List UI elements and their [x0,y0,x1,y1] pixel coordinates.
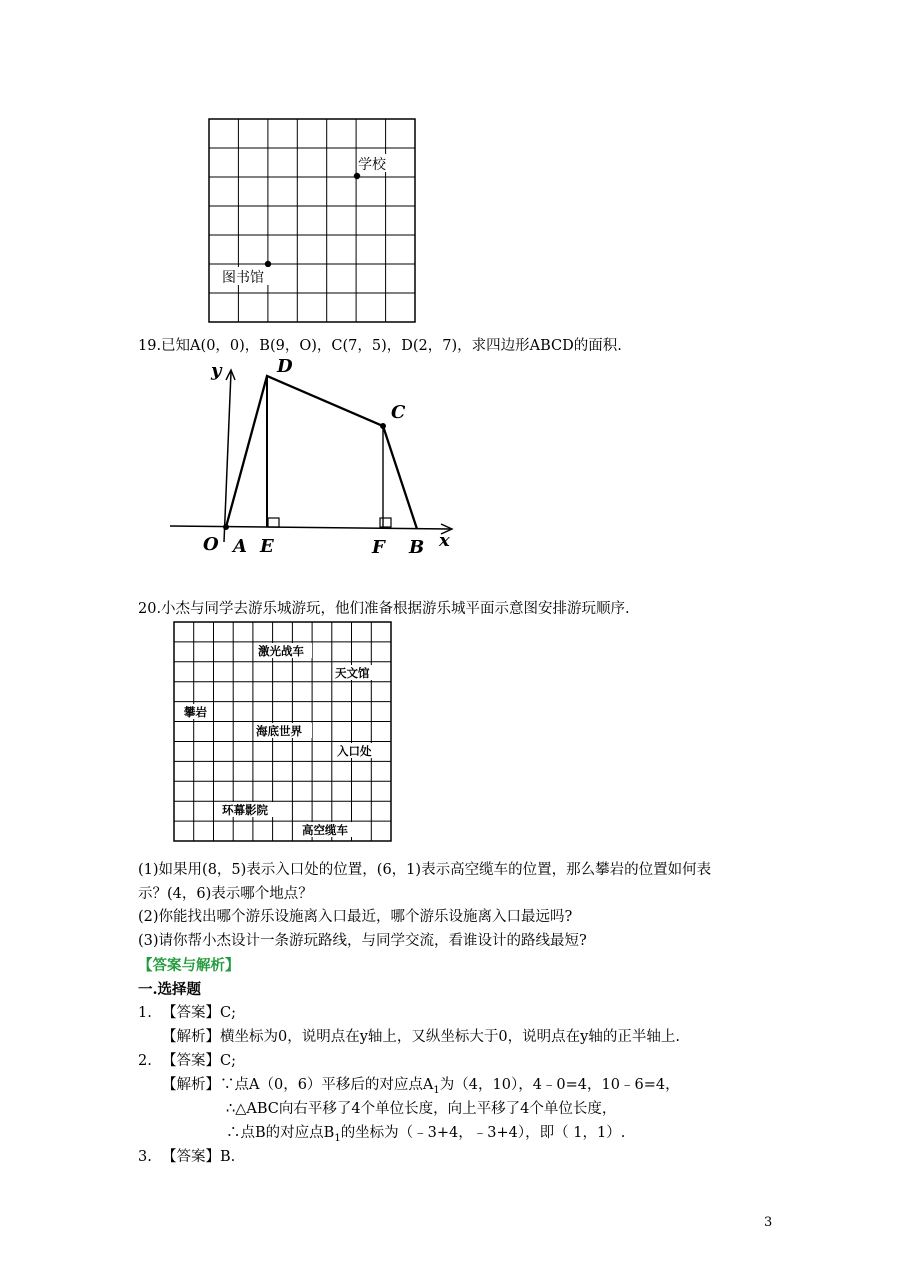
label-B: B [409,537,425,558]
label-x: x [439,530,450,551]
answer-2-line2: ∴△ABC向右平移了4个单位长度，向上平移了4个单位长度， [226,1101,617,1117]
answer-2-line3-subscript: 1 [334,1132,341,1144]
answer-3-answer: 【答案】B. [162,1149,236,1165]
answer-1-explanation: 【解析】横坐标为0，说明点在y轴上，又纵坐标大于0，说明点在y轴的正半轴上. [162,1029,680,1045]
answers-heading: 【答案与解析】 [138,957,240,974]
answer-3-number: 3. [138,1149,152,1165]
answer-2-answer: 【答案】C; [162,1053,236,1069]
amusement-park-map [170,619,396,845]
library-label: 图书馆 [222,270,264,286]
q20-sub1-line2: 示？(4，6)表示哪个地点？ [138,886,313,902]
library-point [265,261,271,267]
grid-map-school-library [205,116,419,326]
map-label-laser-tank: 激光战车 [258,644,304,658]
q20-sub2: (2)你能找出哪个游乐设施离入口最近，哪个游乐设施离入口最远吗? [138,909,573,925]
answer-2-subscript: 1 [433,1084,440,1096]
answer-2-line3 [226,1123,625,1149]
answer-2-explanation-post: 为（4，10），4﹣0=4，10﹣6=4， [439,1077,680,1093]
answer-2-number: 2. [138,1053,152,1069]
label-C: C [391,402,406,423]
label-D: D [277,356,293,377]
label-y: y [211,360,222,381]
label-E: E [260,536,274,557]
q20-sub3: (3)请你帮小杰设计一条游玩路线，与同学交流，看谁设计的路线最短? [138,933,587,949]
answer-2-line3-post: 的坐标为（﹣3+4，﹣3+4），即（ 1，1）. [340,1125,626,1141]
q20-text: 20.小杰与同学去游乐城游玩，他们准备根据游乐城平面示意图安排游玩顺序. [138,601,630,617]
q19-quadrilateral-figure [165,352,465,560]
section-heading: 一.选择题 [138,981,202,998]
label-O: O [203,534,219,555]
page-number: 3 [764,1215,773,1230]
q19-text: 19.已知A(0，0)，B(9，O)，C(7，5)，D(2，7)，求四边形ABCD的面积. [138,338,622,354]
answer-1-number: 1. [138,1005,152,1021]
q20-sub1-line1: (1)如果用(8，5)表示入口处的位置，(6，1)表示高空缆车的位置，那么攀岩的位置如何表 [138,862,712,878]
map-label-rock-climbing: 攀岩 [184,705,207,719]
answer-1-answer: 【答案】C; [162,1005,236,1021]
answer-2-explanation [162,1075,680,1101]
label-F: F [372,537,385,558]
map-label-ocean-world: 海底世界 [256,724,302,738]
school-label: 学校 [358,157,386,173]
map-label-entrance: 入口处 [337,744,372,758]
map-label-cable-car: 高空缆车 [302,823,348,837]
label-A: A [233,536,247,557]
map-label-cinema: 环幕影院 [222,803,268,817]
school-point [354,173,360,179]
answer-2-line3-pre: ∴点B的对应点B [226,1125,335,1141]
answer-2-explanation-pre: 【解析】∵点A（0，6）平移后的对应点A [162,1077,434,1093]
map-label-planetarium: 天文馆 [335,666,370,680]
